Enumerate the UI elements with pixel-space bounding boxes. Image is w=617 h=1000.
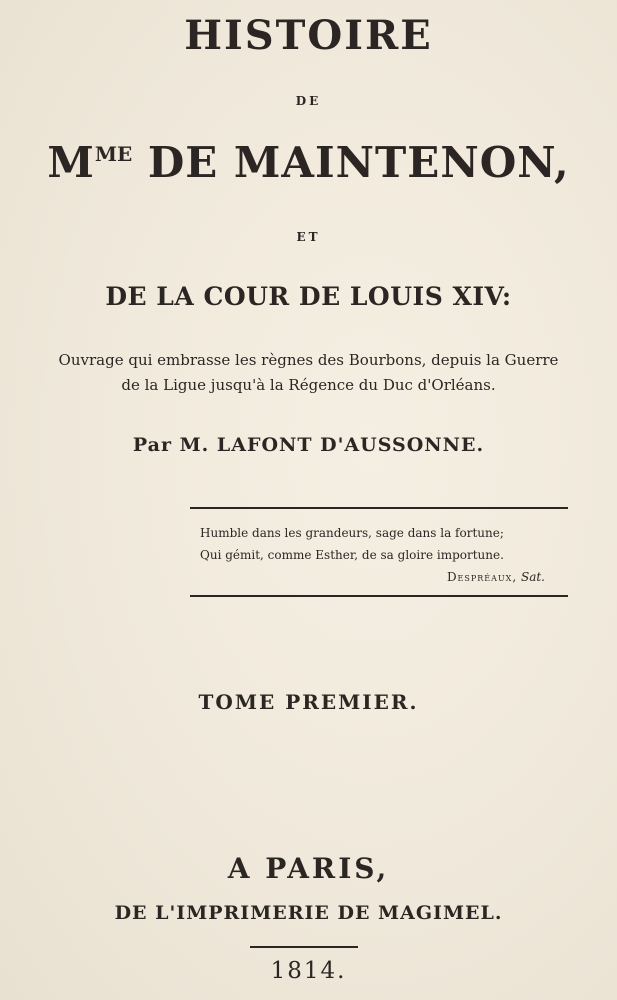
imprint-rule [250, 946, 358, 948]
subtitle [0, 348, 617, 398]
imprint-printer: DE L'IMPRIMERIE DE MAGIMEL. [114, 902, 503, 924]
mme-prefix: M [47, 138, 95, 187]
epigraph-line-1: Humble dans les grandeurs, sage dans la fortune; [200, 526, 504, 540]
title-cour: DE LA COUR DE LOUIS XIV: [105, 282, 512, 311]
subject-name: DE MAINTENON, [147, 138, 570, 187]
epigraph-attribution [200, 566, 545, 588]
epigraph-top-rule [190, 507, 568, 509]
title-histoire: HISTOIRE [184, 12, 433, 59]
title-et: ET [296, 230, 321, 244]
imprint-year: 1814. [270, 958, 347, 984]
epigraph-line-2: Qui gémit, comme Esther, de sa gloire importune. [200, 548, 504, 562]
author-line: Par M. LAFONT D'AUSSONNE. [132, 434, 485, 456]
subtitle-line-1: Ouvrage qui embrasse les règnes des Bourbons, depuis la Guerre [58, 351, 559, 369]
epigraph [200, 522, 545, 588]
mme-superscript: ME [94, 142, 133, 166]
title-maintenon [0, 138, 617, 187]
volume-label: TOME PREMIER. [198, 690, 419, 714]
imprint-place: A PARIS, [227, 852, 390, 885]
subtitle-line-2: de la Ligue jusqu'à la Régence du Duc d'Orléans. [121, 376, 496, 394]
epigraph-bottom-rule [190, 595, 568, 597]
attribution-name: Despréaux, [446, 570, 518, 584]
title-de: DE [295, 94, 322, 108]
attribution-work: Sat. [520, 570, 545, 584]
